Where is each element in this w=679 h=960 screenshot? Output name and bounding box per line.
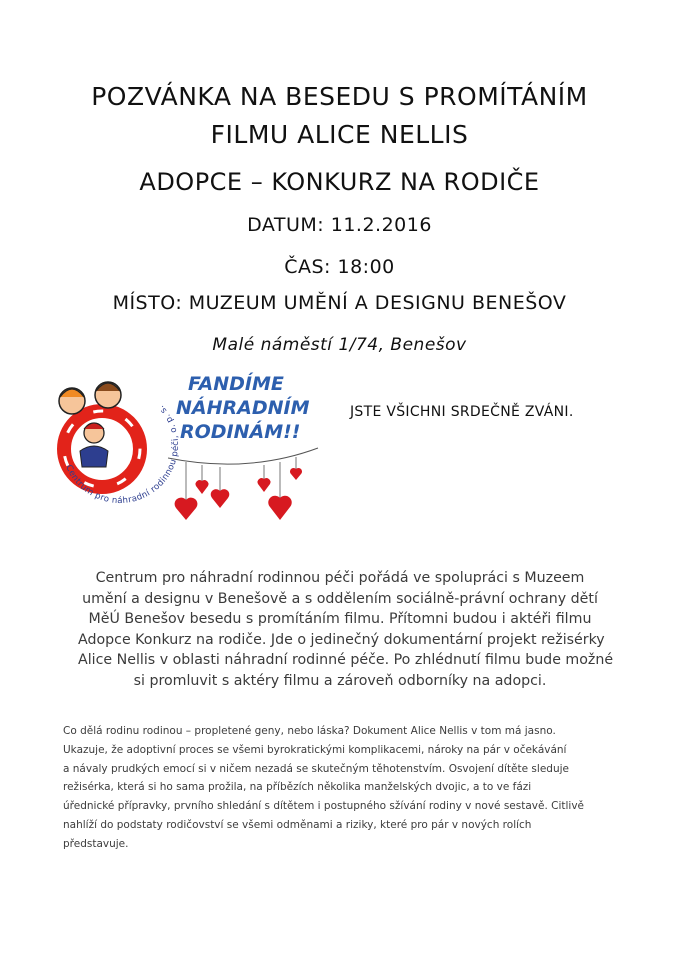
campaign-graphic-svg <box>168 370 338 525</box>
film-description <box>63 722 619 854</box>
event-place: MÍSTO: MUZEUM UMĚNÍ A DESIGNU BENEŠOV <box>112 292 567 314</box>
organization-logo-text: Centrum pro náhradní rodinnou péči, o. p. s. <box>63 402 182 507</box>
intro-line: Alice Nellis v oblasti náhradní rodinné péče. Po zhlédnutí filmu bude možné <box>78 652 614 669</box>
description-line: režisérka, která si ho sama prožila, na příbězích několika manželských dvojic, a to ve fázi <box>63 781 532 794</box>
intro-line: si promluvit s aktéry filmu a zároveň odborníky na adopci. <box>133 672 547 689</box>
description-line: Ukazuje, že adoptivní proces se všemi byrokratickými komplikacemi, nároky na pár v očekávání <box>63 743 567 756</box>
intro-paragraph <box>78 568 614 692</box>
campaign-line-1: FANDÍME <box>188 373 284 395</box>
description-line: a návaly prudkých emocí si v ničem nezadá se skutečným těhotenstvím. Osvojení dítěte sleduje <box>63 762 569 775</box>
campaign-line-2: NÁHRADNÍM <box>176 397 310 419</box>
campaign-graphic <box>168 370 338 525</box>
intro-line: MěÚ Benešov besedu s promítáním filmu. Přítomni budou i aktéři filmu <box>88 611 592 628</box>
invitation-note: JSTE VŠICHNI SRDEČNĚ ZVÁNI. <box>350 404 574 420</box>
event-time: ČAS: 18:00 <box>284 256 395 278</box>
intro-line: Centrum pro náhradní rodinnou péči pořádá ve spolupráci s Muzeem <box>95 570 585 586</box>
event-address: Malé náměstí 1/74, Benešov <box>212 335 467 355</box>
intro-line: Adopce Konkurz na rodiče. Jde o jedinečný dokumentární projekt režisérky <box>78 631 605 648</box>
film-title: ADOPCE – KONKURZ NA RODIČE <box>139 168 540 196</box>
heart-icon <box>258 478 271 492</box>
heart-icon <box>268 496 291 520</box>
heart-icon <box>211 489 230 508</box>
heart-icon <box>290 468 302 480</box>
heart-icon <box>175 498 198 520</box>
campaign-line-3: RODINÁM!! <box>180 421 301 443</box>
description-line: Co dělá rodinu rodinou – propletené geny, nebo láska? Dokument Alice Nellis v tom má jasno. <box>63 725 556 737</box>
description-line: nahlíží do podstaty rodičovství se všemi odměnami a riziky, které pro pár v nových rolích <box>63 818 532 831</box>
intro-line: umění a designu v Benešově a s oddělením sociálně-právní ochrany dětí <box>82 590 598 607</box>
event-date: DATUM: 11.2.2016 <box>247 214 432 236</box>
description-line: úřednické přípravky, prvního shledání s dítětem i postupného sžívání rodiny v nové sestavě. Citlivě <box>63 800 585 813</box>
invitation-heading: POZVÁNKA NA BESEDU S PROMÍTÁNÍM <box>91 82 588 111</box>
heart-icon <box>196 480 209 494</box>
invitation-heading-film: FILMU ALICE NELLIS <box>210 120 469 149</box>
description-line: představuje. <box>63 837 129 850</box>
